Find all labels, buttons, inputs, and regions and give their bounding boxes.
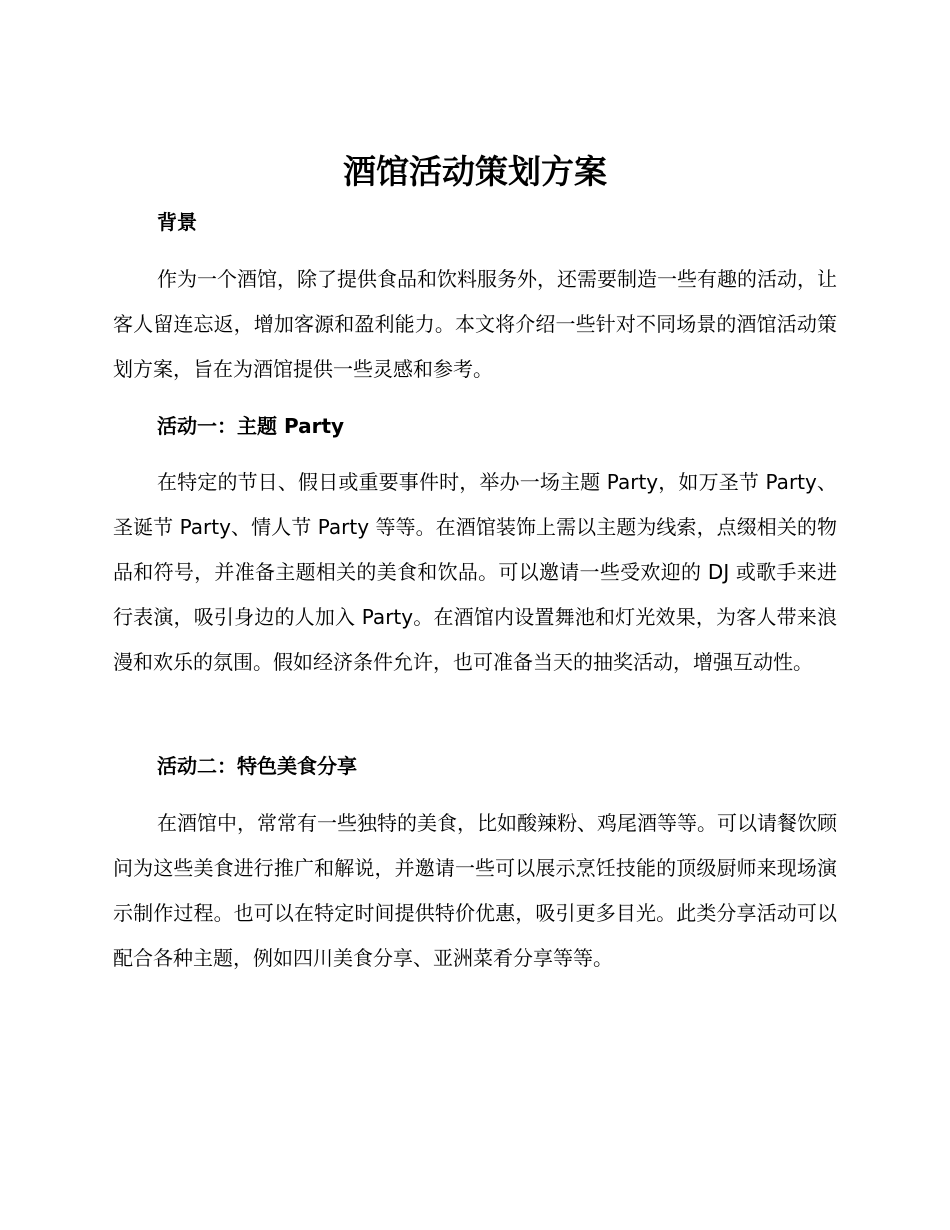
section-heading-background: 背景 — [157, 210, 197, 234]
section-paragraph-activity-2: 在酒馆中，常常有一些独特的美食，比如酸辣粉、鸡尾酒等等。可以请餐饮顾问为这些美食进行推广和解说，并邀请一些可以展示烹饪技能的顶级厨师来现场演示制作过程。也可以在特定时间提供特价优惠，吸引更多目光。此类分享活动可以配合各种主题，例如四川美食分享、亚洲菜肴分享等等。 — [113, 811, 837, 970]
section-heading-activity-1: 活动一：主题 Party — [157, 414, 345, 438]
section-paragraph-activity-1: 在特定的节日、假日或重要事件时，举办一场主题 Party，如万圣节 Party、圣诞节 Party、情人节 Party 等等。在酒馆装饰上需以主题为线索，点缀相关的物品和符号，并准备主题相关的美食和饮品。可以邀请一些受欢迎的 DJ 或歌手来进行表演，吸引身边的人加入 Party。在酒馆内设置舞池和灯光效果，为客人带来浪漫和欢乐的氛围。假如经济条件允许，也可准备当天的抽奖活动，增强互动性。 — [113, 470, 837, 674]
section-heading-activity-2: 活动二：特色美食分享 — [157, 754, 357, 778]
section-paragraph-background: 作为一个酒馆，除了提供食品和饮料服务外，还需要制造一些有趣的活动，让客人留连忘返，增加客源和盈利能力。本文将介绍一些针对不同场景的酒馆活动策划方案，旨在为酒馆提供一些灵感和参考。 — [113, 267, 837, 381]
document-title: 酒馆活动策划方案 — [343, 152, 607, 191]
